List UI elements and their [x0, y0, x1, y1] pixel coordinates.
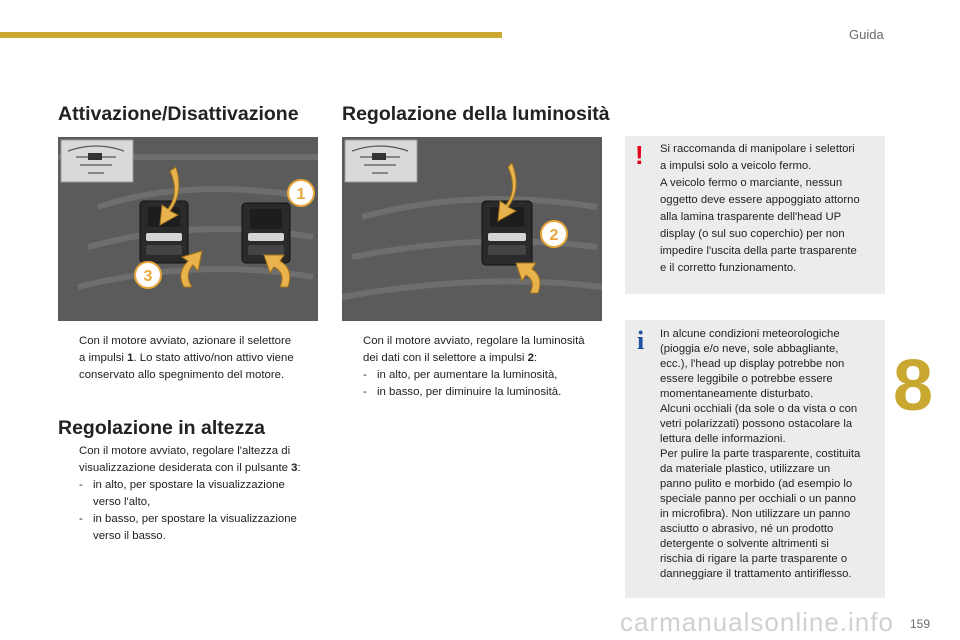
selector-ref: 1: [127, 352, 134, 364]
callout-2: 2: [549, 227, 559, 244]
info-line: momentaneamente disturbato.: [660, 388, 814, 400]
activation-line: Con il motore avviato, azionare il selettore: [79, 335, 292, 347]
info-line: in microfibra). Non utilizzare un panno: [660, 508, 851, 520]
callout-3: 3: [143, 268, 153, 285]
dash-item-cont: verso il basso.: [93, 530, 166, 542]
dash-item: in alto, per aumentare la luminosità,: [377, 369, 558, 381]
warning-line: Si raccomanda di manipolare i selettori: [660, 143, 855, 155]
warning-icon: !: [635, 140, 644, 170]
warning-line: impedire l'uscita della parte trasparente: [660, 245, 857, 257]
info-text: [660, 327, 882, 582]
brightness-line: dei dati con il selettore a impulsi: [363, 352, 528, 364]
info-line: detergente o solvente altrimenti si: [660, 538, 829, 550]
heading-brightness: Regolazione della luminosità: [342, 103, 610, 125]
warning-line: alla lamina trasparente dell'head UP: [660, 211, 842, 223]
info-note: [625, 320, 885, 598]
selector-ref: 2: [527, 352, 534, 364]
warning-line: display (o sul suo coperchio) per non: [660, 228, 845, 240]
height-paragraph: [79, 443, 329, 545]
dash: -: [363, 369, 367, 381]
info-line: essere leggibile o potrebbe essere: [660, 373, 833, 385]
brightness-paragraph: [363, 333, 613, 401]
warning-line: A veicolo fermo o marciante, nessun: [660, 177, 843, 189]
warning-line: e il corretto funzionamento.: [660, 262, 797, 274]
dash-item: in basso, per spostare la visualizzazione: [93, 513, 297, 525]
page-number: 159: [910, 617, 931, 631]
watermark: carmanualsonline.info: [620, 607, 894, 637]
info-line: danneggiare il trattamento antiriflesso.: [660, 568, 852, 580]
activation-line: a impulsi: [79, 352, 128, 364]
warning-note: [625, 136, 885, 294]
warning-text: [660, 141, 882, 277]
info-icon: i: [637, 326, 645, 355]
figure-activation-controls: [58, 137, 318, 321]
info-line: da materiale plastico, utilizzare un: [660, 463, 831, 475]
activation-line: conservato allo spegnimento del motore.: [79, 369, 285, 381]
info-line: Alcuni occhiali (da sole o da vista o con: [660, 403, 858, 415]
activation-line: . Lo stato attivo/non attivo viene: [133, 352, 294, 364]
info-line: Per pulire la parte trasparente, costituita: [660, 448, 861, 460]
heading-activation: Attivazione/Disattivazione: [58, 103, 299, 125]
warning-line: a impulsi solo a veicolo fermo.: [660, 160, 812, 172]
brightness-line: Con il motore avviato, regolare la luminosità: [363, 335, 585, 347]
callout-1: 1: [296, 186, 306, 203]
height-line: visualizzazione desiderata con il pulsante: [79, 462, 292, 474]
info-line: panno pulito e morbido (ad esempio lo: [660, 478, 853, 490]
info-line: vetri polarizzati) possono ostacolare la: [660, 418, 853, 430]
warning-line: oggetto deve essere appoggiato attorno: [660, 194, 860, 206]
dash: -: [79, 479, 83, 491]
section-label: Guida: [849, 27, 884, 42]
info-line: lettura delle informazioni.: [660, 433, 786, 445]
dash-item: in basso, per diminuire la luminosità.: [377, 386, 562, 398]
activation-paragraph: [79, 333, 319, 384]
info-line: In alcune condizioni meteorologiche: [660, 328, 840, 340]
info-line: asciutto o abrasivo, né un prodotto: [660, 523, 834, 535]
dash: -: [363, 386, 367, 398]
info-line: rischia di rigare la parte trasparente o: [660, 553, 848, 565]
heading-height: Regolazione in altezza: [58, 417, 265, 439]
chapter-number: 8: [893, 346, 934, 426]
figure-brightness-control: [342, 137, 602, 321]
colon: :: [533, 352, 538, 364]
colon: :: [297, 462, 301, 474]
dash-item: in alto, per spostare la visualizzazione: [93, 479, 285, 491]
info-line: speciale panno per occhiali o un panno: [660, 493, 856, 505]
header-accent-bar: [0, 32, 502, 38]
info-line: ecc.), l'head up display potrebbe non: [660, 358, 845, 370]
button-ref: 3: [291, 462, 298, 474]
height-line: Con il motore avviato, regolare l'altezza di: [79, 445, 291, 457]
dash-item-cont: verso l'alto,: [93, 496, 151, 508]
dash: -: [79, 513, 83, 525]
info-line: (pioggia e/o neve, sole abbagliante,: [660, 343, 839, 355]
